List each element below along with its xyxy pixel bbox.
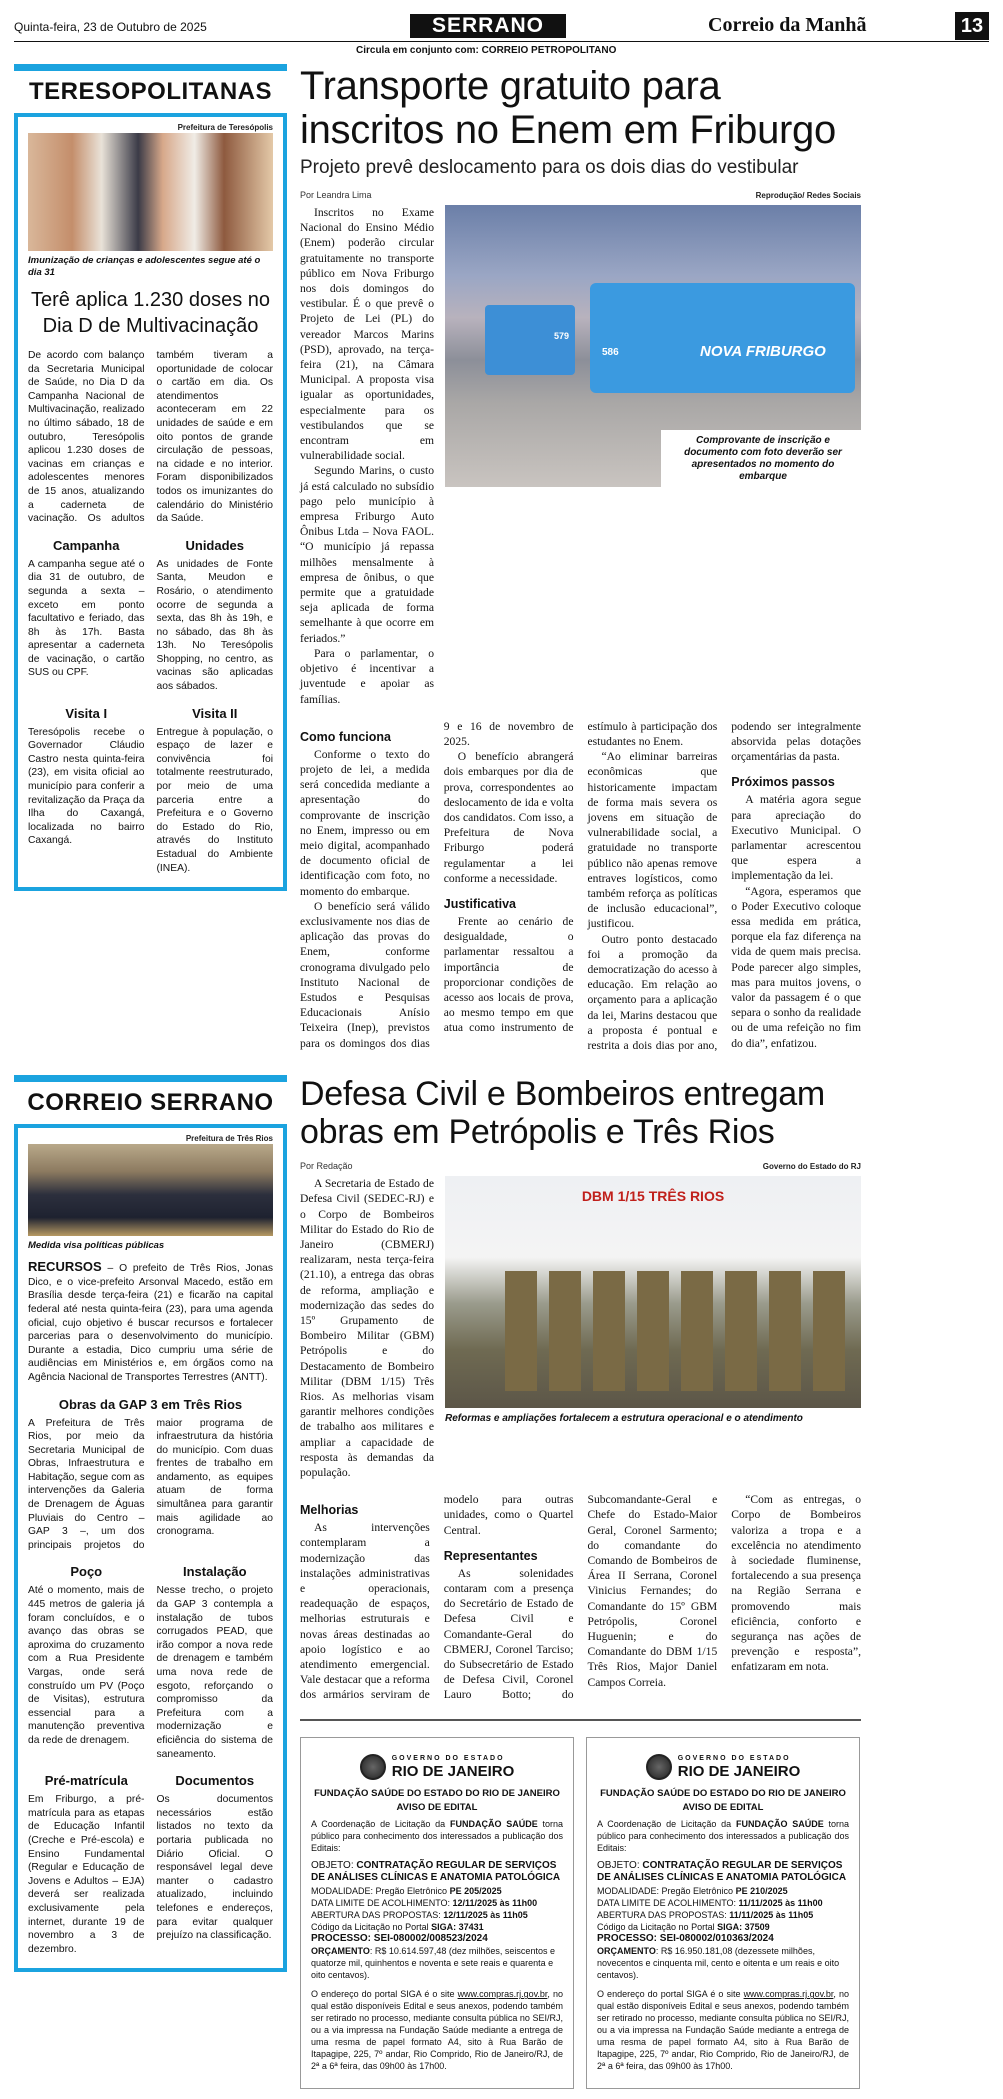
- processo: PROCESSO: SEI-080002/008523/2024: [311, 1932, 488, 1944]
- label: OBJETO:: [597, 1859, 643, 1871]
- sidebar-teresopolitanas-column: [14, 64, 287, 891]
- section-heading: Justificativa: [443, 896, 517, 911]
- ad-fields: [597, 1860, 849, 1982]
- sidebar-accent-bar: [14, 1075, 287, 1082]
- abertura: 11/11/2025 às 11h05: [729, 1909, 814, 1920]
- photo-credit: Reprodução/ Redes Sociais: [755, 191, 861, 200]
- circulation-label: Circula em conjunto com:: [356, 45, 479, 56]
- sidebar-headline: Terê aplica 1.230 doses no Dia D de Multivacinação: [30, 289, 271, 337]
- siga: SIGA: 37509: [717, 1921, 770, 1932]
- photo-caption: Comprovante de inscrição e documento com foto deverão ser apresentados no momento do embarque: [661, 430, 861, 487]
- label: ABERTURA DAS PROPOSTAS:: [311, 1909, 444, 1920]
- gov-line: RIO DE JANEIRO: [391, 1762, 515, 1780]
- footer: , no qual estão disponíveis Edital e seus anexos, podendo também ser retirado no processo, mediante consulta pública no SEI/RJ, ou a via impressa na Fundação Saúde mediante a entrega de uma resma de papel formato A4, sito à Rua Barão de Itapagipe, 225, 7º andar, Rio Comprido, Rio de Janeiro/RJ, de 2ª a 6ª feira, das 09h00 às 17h00.: [311, 1989, 563, 2072]
- sidebar-title: TERESOPOLITANAS: [28, 78, 273, 105]
- state-seal-icon: [646, 1754, 672, 1780]
- ad-fields: [311, 1860, 563, 1982]
- label: MODALIDADE: Pregão Eletrônico: [311, 1885, 450, 1896]
- legal-notice-ad: [586, 1737, 860, 2090]
- ad-footer: [597, 1988, 849, 2072]
- bus-number: 586: [602, 347, 619, 358]
- top-section: [14, 64, 861, 1053]
- intro: A Coordenação de Licitação da: [311, 1818, 450, 1829]
- abertura: 12/11/2025 às 11h05: [443, 1909, 528, 1920]
- limite: 11/11/2025 às 11h00: [738, 1897, 823, 1908]
- gov-line: GOVERNO DO ESTADO: [391, 1754, 505, 1762]
- section-title: Documentos: [175, 1773, 255, 1789]
- paragraph: A Secretaria de Estado de Defesa Civil (SEDEC-RJ) e o Corpo de Bombeiros Militar do Estado do Rio de Janeiro (CBMERJ) realizaram, nesta terça-feira (21.10), a entrega das obras de reforma, ampliação e modernização das sedes do 15º Grupamento de Bombeiro Militar (GBM) Petrópolis e do Destacamento de Bombeiro Militar (DBM 1/15) Três Rios. As melhorias visam garantir melhores condições de trabalho aos militares e ampliar a capacidade de resposta às demandas da população.: [300, 1177, 434, 1480]
- section-label: SERRANO: [410, 14, 566, 38]
- paragraph: As solenidades contaram com a presença do Secretário de Estado de Defesa Civil e Comandante-Geral do CBMERJ, Coronel Tarciso; do Subsecretário de Estado de Defesa Civil, Coronel Lauro Botto; do Subcomandante-Geral e Chefe do Estado-Maior Geral, Coronel Sarmento; do comandante do Comando de Bombeiros de Área II Serrana, Coronel Vinicius Fernandes; do Comandante do 15º GBM Petrópolis, Coronel Huguenin; e do Comandante do DBM 1/15 Três Rios, Major Daniel Campos Correia.: [443, 1493, 718, 1702]
- bus-shape: [485, 305, 575, 375]
- paragraph: Conforme o texto do projeto de lei, a medida será concedida mediante a apresentação do comprovante de inscrição no Enem, impresso ou em meio digital, acompanhado de documento oficial de identificação com foto, no momento do embarque.: [300, 747, 430, 898]
- article-headline: Defesa Civil e Bombeiros entregam obras em Petrópolis e Três Rios: [300, 1075, 825, 1152]
- section-heading: Como funciona: [300, 729, 391, 744]
- firefighters-photo: [445, 1176, 861, 1408]
- section-heading: Próximos passos: [731, 775, 835, 790]
- paragraph: Inscritos no Exame Nacional do Ensino Médio (Enem) poderão circular gratuitamente no transporte público em Nova Friburgo nos dois domingos do vestibular. É o que prevê o Projeto de Lei (PL) do vereador Marcos Marins (PSD), aprovado, na terça-feira (21), na Câmara Municipal. A proposta visa igualar as oportunidades, especialmente para os vestibulandos que se encontram em vulnerabilidade social.: [300, 206, 434, 463]
- bus-shape: [590, 283, 855, 393]
- article-body-top: [300, 1176, 434, 1480]
- circulation-note: [356, 45, 616, 57]
- article-transporte: [300, 64, 861, 1053]
- government-logo: [597, 1754, 849, 1780]
- siga: SIGA: 37431: [431, 1921, 484, 1932]
- bus-photo: [445, 205, 861, 487]
- objeto: CONTRATAÇÃO REGULAR DE SERVIÇOS DE ANÁLISES CLÍNICAS E ANATOMIA PATOLÓGICA: [311, 1859, 561, 1884]
- intro: torna público para conhecimento dos interessados a publicação dos Editais:: [311, 1818, 564, 1853]
- paragraph: A matéria agora segue para apreciação do Executivo Municipal. O parlamentar acrescentou que espera a implementação da lei.: [731, 793, 861, 883]
- article-body: [300, 1492, 861, 1702]
- section-heading: Melhorias: [300, 1503, 359, 1518]
- label: DATA LIMITE DE ACOLHIMENTO:: [597, 1897, 739, 1908]
- lead-kicker: RECURSOS: [28, 1259, 102, 1275]
- section-text: Até o momento, mais de 445 metros de galeria já foram concluídos, e o avanço das obras se aproxima do cruzamento com a Rua Presidente Vargas, onde será construído um PV (Poço de Visitas), estrutura essencial para a manutenção preventiva da rede de drenagem.: [28, 1585, 145, 1746]
- section-title: Instalação: [182, 1564, 247, 1580]
- label: DATA LIMITE DE ACOLHIMENTO:: [311, 1897, 453, 1908]
- state-seal-icon: [360, 1754, 386, 1780]
- ads-row: [300, 1737, 861, 2090]
- article-byline: Por Leandra Lima: [300, 190, 372, 200]
- section-text: As unidades de Fonte Santa, Meudon e Rosário, o atendimento ocorre de segunda a sexta, das 8h às 19h, e no sábado, das 8h às 13h. No Teresópolis Shopping, no centro, as vacinas são aplicadas aos sábados.: [156, 558, 273, 693]
- section-text: Entregue à população, o espaço de lazer e convivência foi totalmente reestruturado, por meio de uma parceria entre a Prefeitura e o Governo do Estado do Rio, através do Instituto Estadual do Ambiente (INEA).: [156, 726, 273, 874]
- section-title: Poço: [70, 1564, 103, 1580]
- paragraph: Segundo Marins, o custo já está calculado no subsídio pago pelo município à empresa Friburgo Auto Ônibus Ltda – Nova FAOL. “O município já repassa milhões mensalmente à empresa de ônibus, o que permite que a gratuidade seja aplicada de forma semelhante à que ocorre em feriados.”: [300, 464, 434, 645]
- limite: 12/11/2025 às 11h00: [452, 1897, 538, 1908]
- label: Código da Licitação no Portal: [597, 1921, 718, 1932]
- ad-organization: FUNDAÇÃO SAÚDE DO ESTADO DO RIO DE JANEIRO: [314, 1787, 560, 1799]
- section-divider: [300, 1719, 861, 1721]
- paragraph: “Com as entregas, o Corpo de Bombeiros valoriza a tropa e a excelência no atendimento à sociedade fluminense, fortalecendo a sua presença na Região Serrana e promovendo mais eficiência, conforto e segurança nas ações de prevenção e resposta”, enfatizaram em nota.: [731, 1493, 861, 1674]
- sidebar-accent-bar: [14, 64, 287, 71]
- building-sign: DBM 1/15 TRÊS RIOS: [581, 1188, 725, 1205]
- section-title: Campanha: [53, 537, 120, 553]
- ad-footer: [311, 1988, 563, 2072]
- paragraph: “Agora, esperamos que o Poder Executivo coloque essa medida em prática, porque ela faz diferença na vida de quem mais precisa. Pode parecer algo simples, mas para muitos jovens, o valor da passagem é o que separa o sonho da realidade ou de uma refeição no fim do dia”, enfatizou.: [731, 884, 861, 1050]
- section-text: A campanha segue até o dia 31 de outubro, de segunda a sexta – exceto em ponto facultativo e feriado, das 8h às 17h. Basta apresentar a caderneta de vacinação, o cartão SUS ou CPF.: [28, 558, 145, 679]
- label: Código da Licitação no Portal: [311, 1921, 432, 1932]
- label: ORÇAMENTO: [311, 1946, 370, 1957]
- paragraph: O benefício será válido exclusivamente nos dias de aplicação das provas do Enem, conforme cronograma divulgado pelo Instituto Nacional de Estudos e Pesquisas Educacionais Anísio Teixeira (Inep), previstos para os domingos dos dias 9 e 16 de novembro de 2025.: [300, 719, 574, 1050]
- photo-caption: Reformas e ampliações fortalecem a estrutura operacional e o atendimento: [445, 1413, 803, 1425]
- footer: O endereço do portal SIGA é o site: [311, 1989, 458, 2000]
- photo-credit: Governo do Estado do RJ: [762, 1162, 861, 1172]
- page-header: [0, 0, 1003, 60]
- circulation-value: CORREIO PETROPOLITANO: [481, 45, 617, 56]
- intro: torna público para conhecimento dos interessados a publicação dos Editais:: [597, 1818, 850, 1853]
- article-subhead: Projeto prevê deslocamento para os dois dias do vestibular: [300, 157, 799, 178]
- article-defesa-civil: [300, 1075, 861, 2089]
- section-title: Unidades: [185, 537, 244, 553]
- section-text: Teresópolis recebe o Governador Cláudio Castro nesta quinta-feira (23), em visita oficial ao município para conferir a revitalização da Praça da Ilha do Caxangá, localizada no bairro Caxangá.: [28, 726, 145, 847]
- lead-text: [28, 1260, 273, 1384]
- ad-title: AVISO DE EDITAL: [682, 1801, 764, 1813]
- portal-link[interactable]: www.compras.rj.gov.br: [457, 1989, 548, 2000]
- modalidade: PE 210/2025: [735, 1885, 788, 1896]
- processo: PROCESSO: SEI-080002/010363/2024: [597, 1932, 774, 1944]
- legal-notice-ad: [300, 1737, 574, 2090]
- orcamento: : R$ 16.950.181,08 (dezessete milhões, novecentos e cinquenta mil, cento e oitenta e um reais e oito centavos).: [597, 1946, 840, 1981]
- label: ORÇAMENTO: [597, 1946, 656, 1957]
- sidebar-correio-serrano: [14, 1124, 287, 1972]
- newspaper-logo: Correio da Manhã: [708, 14, 867, 36]
- portal-link[interactable]: www.compras.rj.gov.br: [743, 1989, 834, 2000]
- bus-livery: NOVA FRIBURGO: [700, 343, 826, 360]
- gov-line: GOVERNO DO ESTADO: [677, 1754, 791, 1762]
- lead-body: – O prefeito de Três Rios, Jonas Dico, e o vice-prefeito Arsonval Macedo, estão em Brasília desde terça-feira (21) e ficarão na capital federal até nesta quinta-feira (23), para uma agenda oficial, cujo objetivo é buscar recursos e fortalecer parcerias para o desenvolvimento do município. Durante a estadia, Dico cumpriu uma série de audiências em Ministérios e, em órgãos como na Agência Nacional de Transportes Terrestres (ANTT).: [28, 1263, 273, 1383]
- section-title: Visita I: [65, 705, 108, 721]
- sidebar-intro: De acordo com balanço da Secretaria Municipal de Saúde, no Dia D da Campanha Nacional de Multivacinação, realizado no último sábado, 18 de outubro, Teresópolis aplicou 1.230 doses de vacinas em crianças e adolescentes menores de 15 anos, atualizando a caderneta de vacinação. Os adultos também tiveram a oportunidade de colocar o cartão em dia. Os atendimentos aconteceram em 22 unidades de saúde e em oito pontos de grande circulação de pessoas, na cidade e no interior. Foram disponibilizados todos os imunizantes do calendário do Ministério da Saúde.: [28, 350, 273, 525]
- photo-caption: Imunização de crianças e adolescentes segue até o dia 31: [28, 255, 261, 278]
- section-title: Obras da GAP 3 em Três Rios: [58, 1396, 243, 1412]
- sidebar-correio-serrano-column: [14, 1075, 287, 1972]
- officials-photo: [28, 1144, 273, 1236]
- paragraph: Para o parlamentar, o objetivo é incentivar a juventude e apoiar as famílias.: [300, 646, 434, 706]
- section-text: Os documentos necessários estão listados no texto da portaria publicada no Diário Oficial. O responsável legal deve manter o cadastro atualizado, incluindo telefones e endereços, para evitar qualquer prejuízo na classificação.: [156, 1794, 273, 1942]
- ad-title: AVISO DE EDITAL: [396, 1801, 478, 1813]
- gov-line: RIO DE JANEIRO: [677, 1762, 801, 1780]
- article-headline: Transporte gratuito para inscritos no Enem em Friburgo: [300, 64, 836, 152]
- orcamento: : R$ 10.614.597,48 (dez milhões, seiscentos e quatorze mil, quinhentos e noventa e sete reais e quarenta e oito centavos).: [311, 1946, 555, 1981]
- government-logo: [311, 1754, 563, 1780]
- section-title: Visita II: [192, 705, 238, 721]
- bus-number: 579: [553, 331, 569, 341]
- page-date: Quinta-feira, 23 de Outubro de 2025: [14, 20, 207, 34]
- ad-intro: [311, 1818, 563, 1854]
- paragraph: As intervenções contemplaram a modernização das instalações administrativas e operacionais, readequação de espaços, melhorias estruturais e novas áreas destinadas ao apoio logístico e ao atendimento emergencial. Vale destacar que a reforma dos armários serviram de modelo para outras unidades, como o Quartel Central.: [300, 1493, 574, 1702]
- sidebar-teresopolitanas: [14, 113, 287, 891]
- vaccination-photo: [28, 133, 273, 251]
- article-body: [300, 719, 861, 1053]
- footer: , no qual estão disponíveis Edital e seus anexos, podendo também ser retirado no processo, mediante consulta pública no SEI/RJ, ou a via impressa na Fundação Saúde mediante a entrega de uma resma de papel formato A4, sito à Rua Barão de Itapagipe, 225, 7º andar, Rio Comprido, Rio de Janeiro/RJ, de 2ª a 6ª feira, das 09h00 às 17h00.: [597, 1989, 849, 2072]
- section-heading: Representantes: [443, 1548, 538, 1563]
- header-rule: [14, 41, 989, 42]
- photo-credit: Prefeitura de Três Rios: [185, 1134, 273, 1144]
- objeto: CONTRATAÇÃO REGULAR DE SERVIÇOS DE ANÁLISES CLÍNICAS E ANATOMIA PATOLÓGICA: [597, 1859, 847, 1884]
- intro-bold: FUNDAÇÃO SAÚDE: [735, 1818, 824, 1829]
- section-text: Em Friburgo, a pré-matrícula para as etapas de Educação Infantil (Creche e Pré-escola) e Ensino Fundamental (Regular e Educação de Jovens e Adultos – EJA) deverá ser realizada exclusivamente pela internet, durante 19 de novembro a 3 de dezembro.: [28, 1794, 145, 1955]
- officers-group: [505, 1271, 855, 1391]
- article-body-top: [300, 205, 434, 707]
- photo-credit: Prefeitura de Teresópolis: [177, 123, 273, 132]
- bottom-section: [14, 1075, 861, 2089]
- sidebar-title: CORREIO SERRANO: [27, 1089, 274, 1117]
- footer: O endereço do portal SIGA é o site: [597, 1989, 744, 2000]
- photo-caption: Medida visa políticas públicas: [28, 1240, 165, 1252]
- label: ABERTURA DAS PROPOSTAS:: [597, 1909, 730, 1920]
- section-text: Nesse trecho, o projeto da GAP 3 contempla a instalação de tubos corrugados PEAD, que irão compor a nova rede de drenagem e também uma nova rede de esgoto, reforçando o compromisso da Prefeitura com a modernização e eficiência do sistema de saneamento.: [156, 1585, 273, 1760]
- label: MODALIDADE: Pregão Eletrônico: [597, 1885, 736, 1896]
- page-number: 13: [955, 12, 989, 40]
- paragraph: O benefício abrangerá dois embarques por dia de prova, correspondentes ao deslocamento de ida e volta dos candidatos. Com isso, a Prefeitura de Nova Friburgo poderá regulamentar a lei conforme a necessidade.: [443, 750, 574, 885]
- paragraph: Outro ponto destacado foi a promoção da democratização do acesso à educação. Em relação ao orçamento para a aplicação da lei, Marins destacou que a proposta é pontual e restrita a dois dias por ano, podendo ser integralmente absorvida pelas dotações orçamentárias da pasta.: [587, 719, 861, 1052]
- intro-bold: FUNDAÇÃO SAÚDE: [449, 1818, 538, 1829]
- section-text: A Prefeitura de Três Rios, por meio da Secretaria Municipal de Obras, Infraestrutura e Habitação, segue com as intervenções da Galeria de Drenagem de Águas Pluviais do Centro – GAP 3 –, um dos principais projetos do maior programa de infraestrutura da história do município. Com duas frentes de trabalho em andamento, as equipes atuam de forma simultânea para garantir mais agilidade ao cronograma.: [28, 1417, 273, 1551]
- label: OBJETO:: [311, 1859, 357, 1871]
- section-title: Pré-matrícula: [44, 1773, 128, 1789]
- ad-organization: FUNDAÇÃO SAÚDE DO ESTADO DO RIO DE JANEIRO: [600, 1787, 846, 1799]
- modalidade: PE 205/2025: [449, 1885, 502, 1896]
- article-byline: Por Redação: [300, 1161, 353, 1172]
- paragraph: “Ao eliminar barreiras econômicas que historicamente impactam de forma mais severa os jovens em situação de vulnerabilidade social, a gratuidade no transporte público não apenas remove entraves logísticos, como também reforça as políticas de inclusão educacional”, justificou.: [587, 750, 718, 931]
- ad-intro: [597, 1818, 849, 1854]
- intro: A Coordenação de Licitação da: [597, 1818, 736, 1829]
- paragraph: Frente ao cenário de desigualdade, o parlamentar ressaltou a importância de proporcionar condições de acesso aos locais de prova, ao mesmo tempo em que atua como instrumento de estímulo à participação dos estudantes no Enem.: [443, 719, 718, 1035]
